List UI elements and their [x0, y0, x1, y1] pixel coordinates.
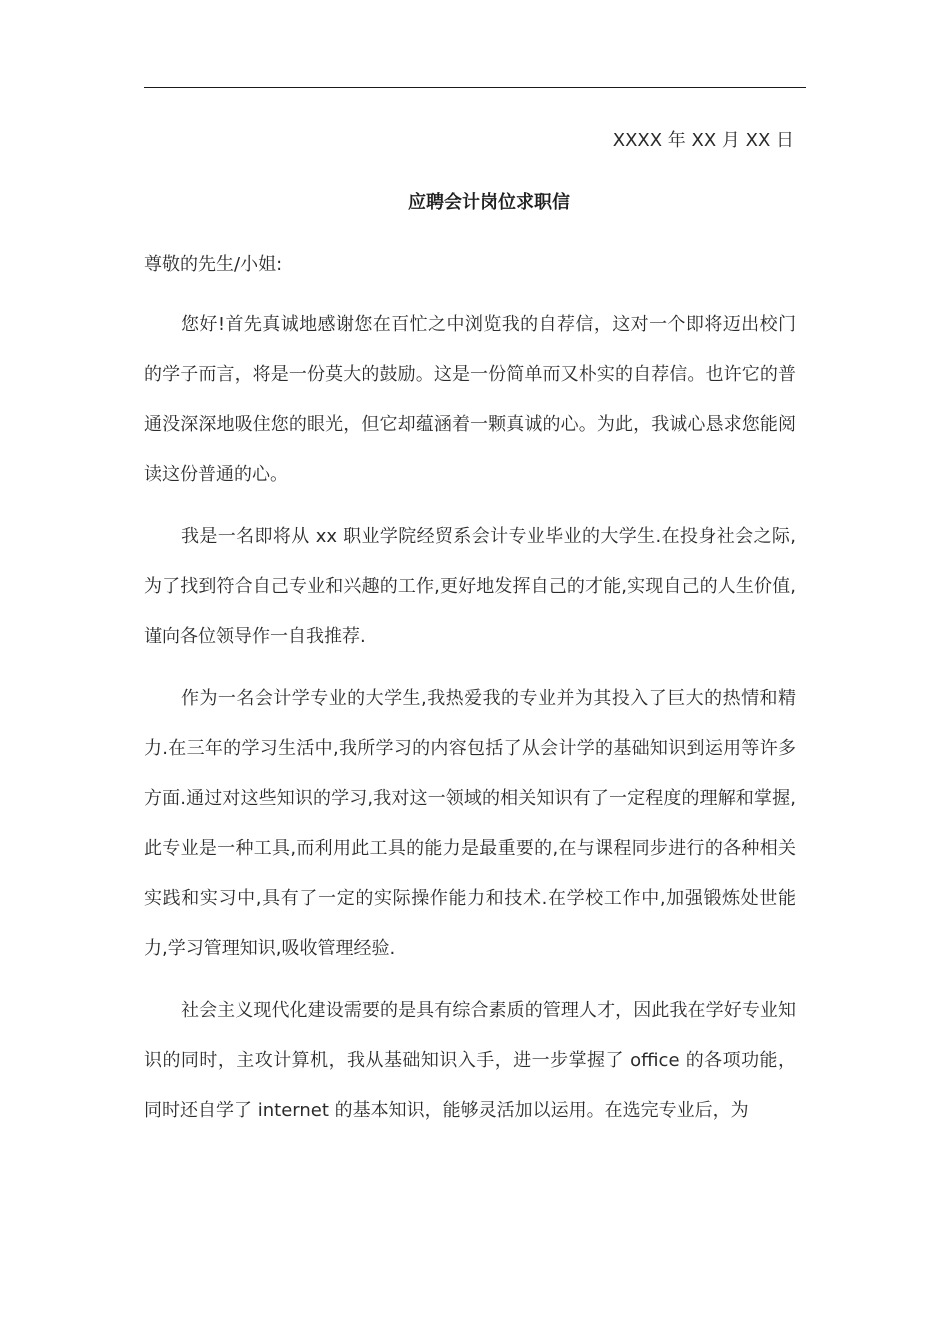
header-rule — [144, 87, 806, 88]
body-paragraph: 社会主义现代化建设需要的是具有综合素质的管理人才，因此我在学好专业知识的同时，主攻计算机，我从基础知识入手，进一步掌握了 office 的各项功能，同时还自学了 internet 的基本知识，能够灵活加以运用。在选完专业后，为 — [144, 1000, 796, 1121]
letter-date: XXXX 年 XX 月 XX 日 — [612, 130, 794, 151]
letter-body — [144, 300, 796, 1148]
body-paragraph: 我是一名即将从 xx 职业学院经贸系会计专业毕业的大学生.在投身社会之际,为了找到符合自己专业和兴趣的工作,更好地发挥自己的才能,实现自己的人生价值,谨向各位领导作一自我推荐. — [144, 526, 796, 647]
letter-salutation: 尊敬的先生/小姐: — [144, 254, 283, 275]
letter-title: 应聘会计岗位求职信 — [408, 192, 570, 213]
body-paragraph: 作为一名会计学专业的大学生,我热爱我的专业并为其投入了巨大的热情和精力.在三年的学习生活中,我所学习的内容包括了从会计学的基础知识到运用等许多方面.通过对这些知识的学习,我对这一领域的相关知识有了一定程度的理解和掌握,此专业是一种工具,而利用此工具的能力是最重要的,在与课程同步进行的各种相关实践和实习中,具有了一定的实际操作能力和技术.在学校工作中,加强锻炼处世能力,学习管理知识,吸收管理经验. — [144, 688, 796, 959]
body-paragraph: 您好!首先真诚地感谢您在百忙之中浏览我的自荐信，这对一个即将迈出校门的学子而言，将是一份莫大的鼓励。这是一份简单而又朴实的自荐信。也许它的普通没深深地吸住您的眼光，但它却蕴涵着一颗真诚的心。为此，我诚心恳求您能阅读这份普通的心。 — [144, 314, 796, 485]
